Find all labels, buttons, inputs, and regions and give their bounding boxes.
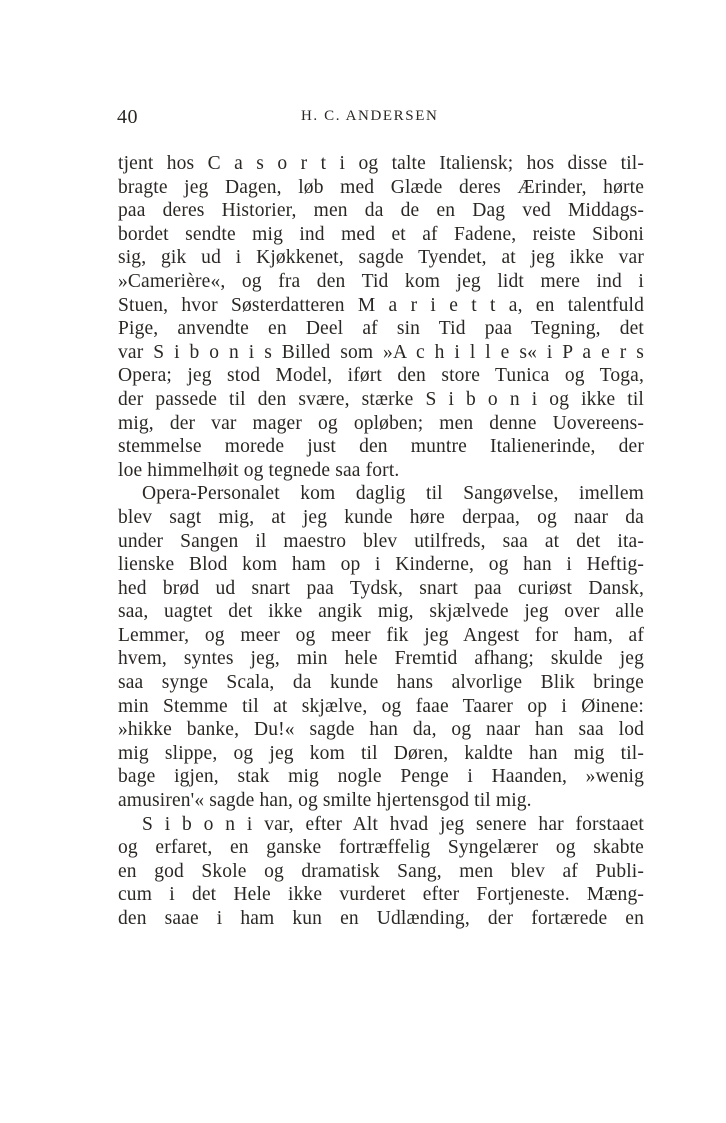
- text-line: Opera; jeg stod Model, iført den store Tunica og Toga,: [118, 365, 644, 387]
- body-text: [118, 152, 644, 931]
- text-line: tjent hos C a s o r t i og talte Italiensk; hos disse til-: [118, 153, 644, 174]
- text-line: under Sangen il maestro blev utilfreds, saa at det ita-: [118, 530, 644, 552]
- text-line: mig slippe, og jeg kom til Døren, kaldte han mig til-: [118, 742, 644, 764]
- text-line: min Stemme til at skjælve, og faae Taarer op i Øinene:: [118, 695, 644, 717]
- text-line: der passede til den svære, stærke S i b o n i og ikke til: [118, 388, 644, 410]
- text-line: blev sagt mig, at jeg kunde høre derpaa, og naar da: [118, 506, 644, 528]
- text-line: Pige, anvendte en Deel af sin Tid paa Tegning, det: [118, 318, 644, 340]
- text-line: saa, uagtet det ikke angik mig, skjælvede jeg over alle: [118, 601, 644, 623]
- text-line: cum i det Hele ikke vurderet efter Fortjeneste. Mæng-: [118, 884, 644, 906]
- text-line: hvem, syntes jeg, min hele Fremtid afhang; skulde jeg: [118, 648, 644, 670]
- text-line: Opera-Personalet kom daglig til Sangøvelse, imellem: [142, 483, 644, 505]
- text-line: mig, der var mager og opløben; men denne Uovereens-: [118, 412, 644, 434]
- text-line: lienske Blod kom ham op i Kinderne, og han i Heftig-: [118, 554, 644, 576]
- text-line: loe himmelhøit og tegnede saa fort.: [118, 459, 400, 481]
- text-line: »hikke banke, Du!« sagde han da, og naar han saa lod: [118, 719, 644, 741]
- text-line: paa deres Historier, men da de en Dag ved Middags-: [118, 200, 644, 222]
- running-head: H. C. ANDERSEN: [301, 108, 439, 124]
- text-line: S i b o n i var, efter Alt hvad jeg senere har forstaaet: [142, 813, 644, 835]
- text-line: Lemmer, og meer og meer fik jeg Angest for ham, af: [118, 624, 644, 646]
- text-line: amusiren'« sagde han, og smilte hjertensgod til mig.: [118, 790, 532, 812]
- text-line: en god Skole og dramatisk Sang, men blev af Publi-: [118, 860, 644, 882]
- text-line: »Camerière«, og fra den Tid kom jeg lidt mere ind i: [118, 270, 644, 292]
- text-line: sig, gik ud i Kjøkkenet, sagde Tyendet, at jeg ikke var: [118, 247, 644, 269]
- text-line: stemmelse morede just den muntre Italienerinde, der: [118, 436, 644, 458]
- text-line: Stuen, hvor Søsterdatteren M a r i e t t a, en talentfuld: [118, 294, 644, 316]
- text-line: bordet sendte mig ind med et af Fadene, reiste Siboni: [118, 223, 644, 245]
- text-line: var S i b o n i s Billed som »A c h i l l e s« i P a e r s: [118, 341, 644, 363]
- text-line: bage igjen, stak mig nogle Penge i Haanden, »wenig: [118, 766, 644, 788]
- page-header: [117, 106, 647, 136]
- text-line: bragte jeg Dagen, løb med Glæde deres Ærinder, hørte: [118, 176, 644, 198]
- text-line: og erfaret, en ganske fortræffelig Syngelærer og skabte: [118, 837, 644, 859]
- text-line: den saae i ham kun en Udlænding, der fortærede en: [118, 908, 644, 929]
- text-line: saa synge Scala, da kunde hans alvorlige Blik bringe: [118, 672, 644, 694]
- text-line: hed brød ud snart paa Tydsk, snart paa curiøst Dansk,: [118, 577, 644, 599]
- page-number: 40: [117, 106, 138, 128]
